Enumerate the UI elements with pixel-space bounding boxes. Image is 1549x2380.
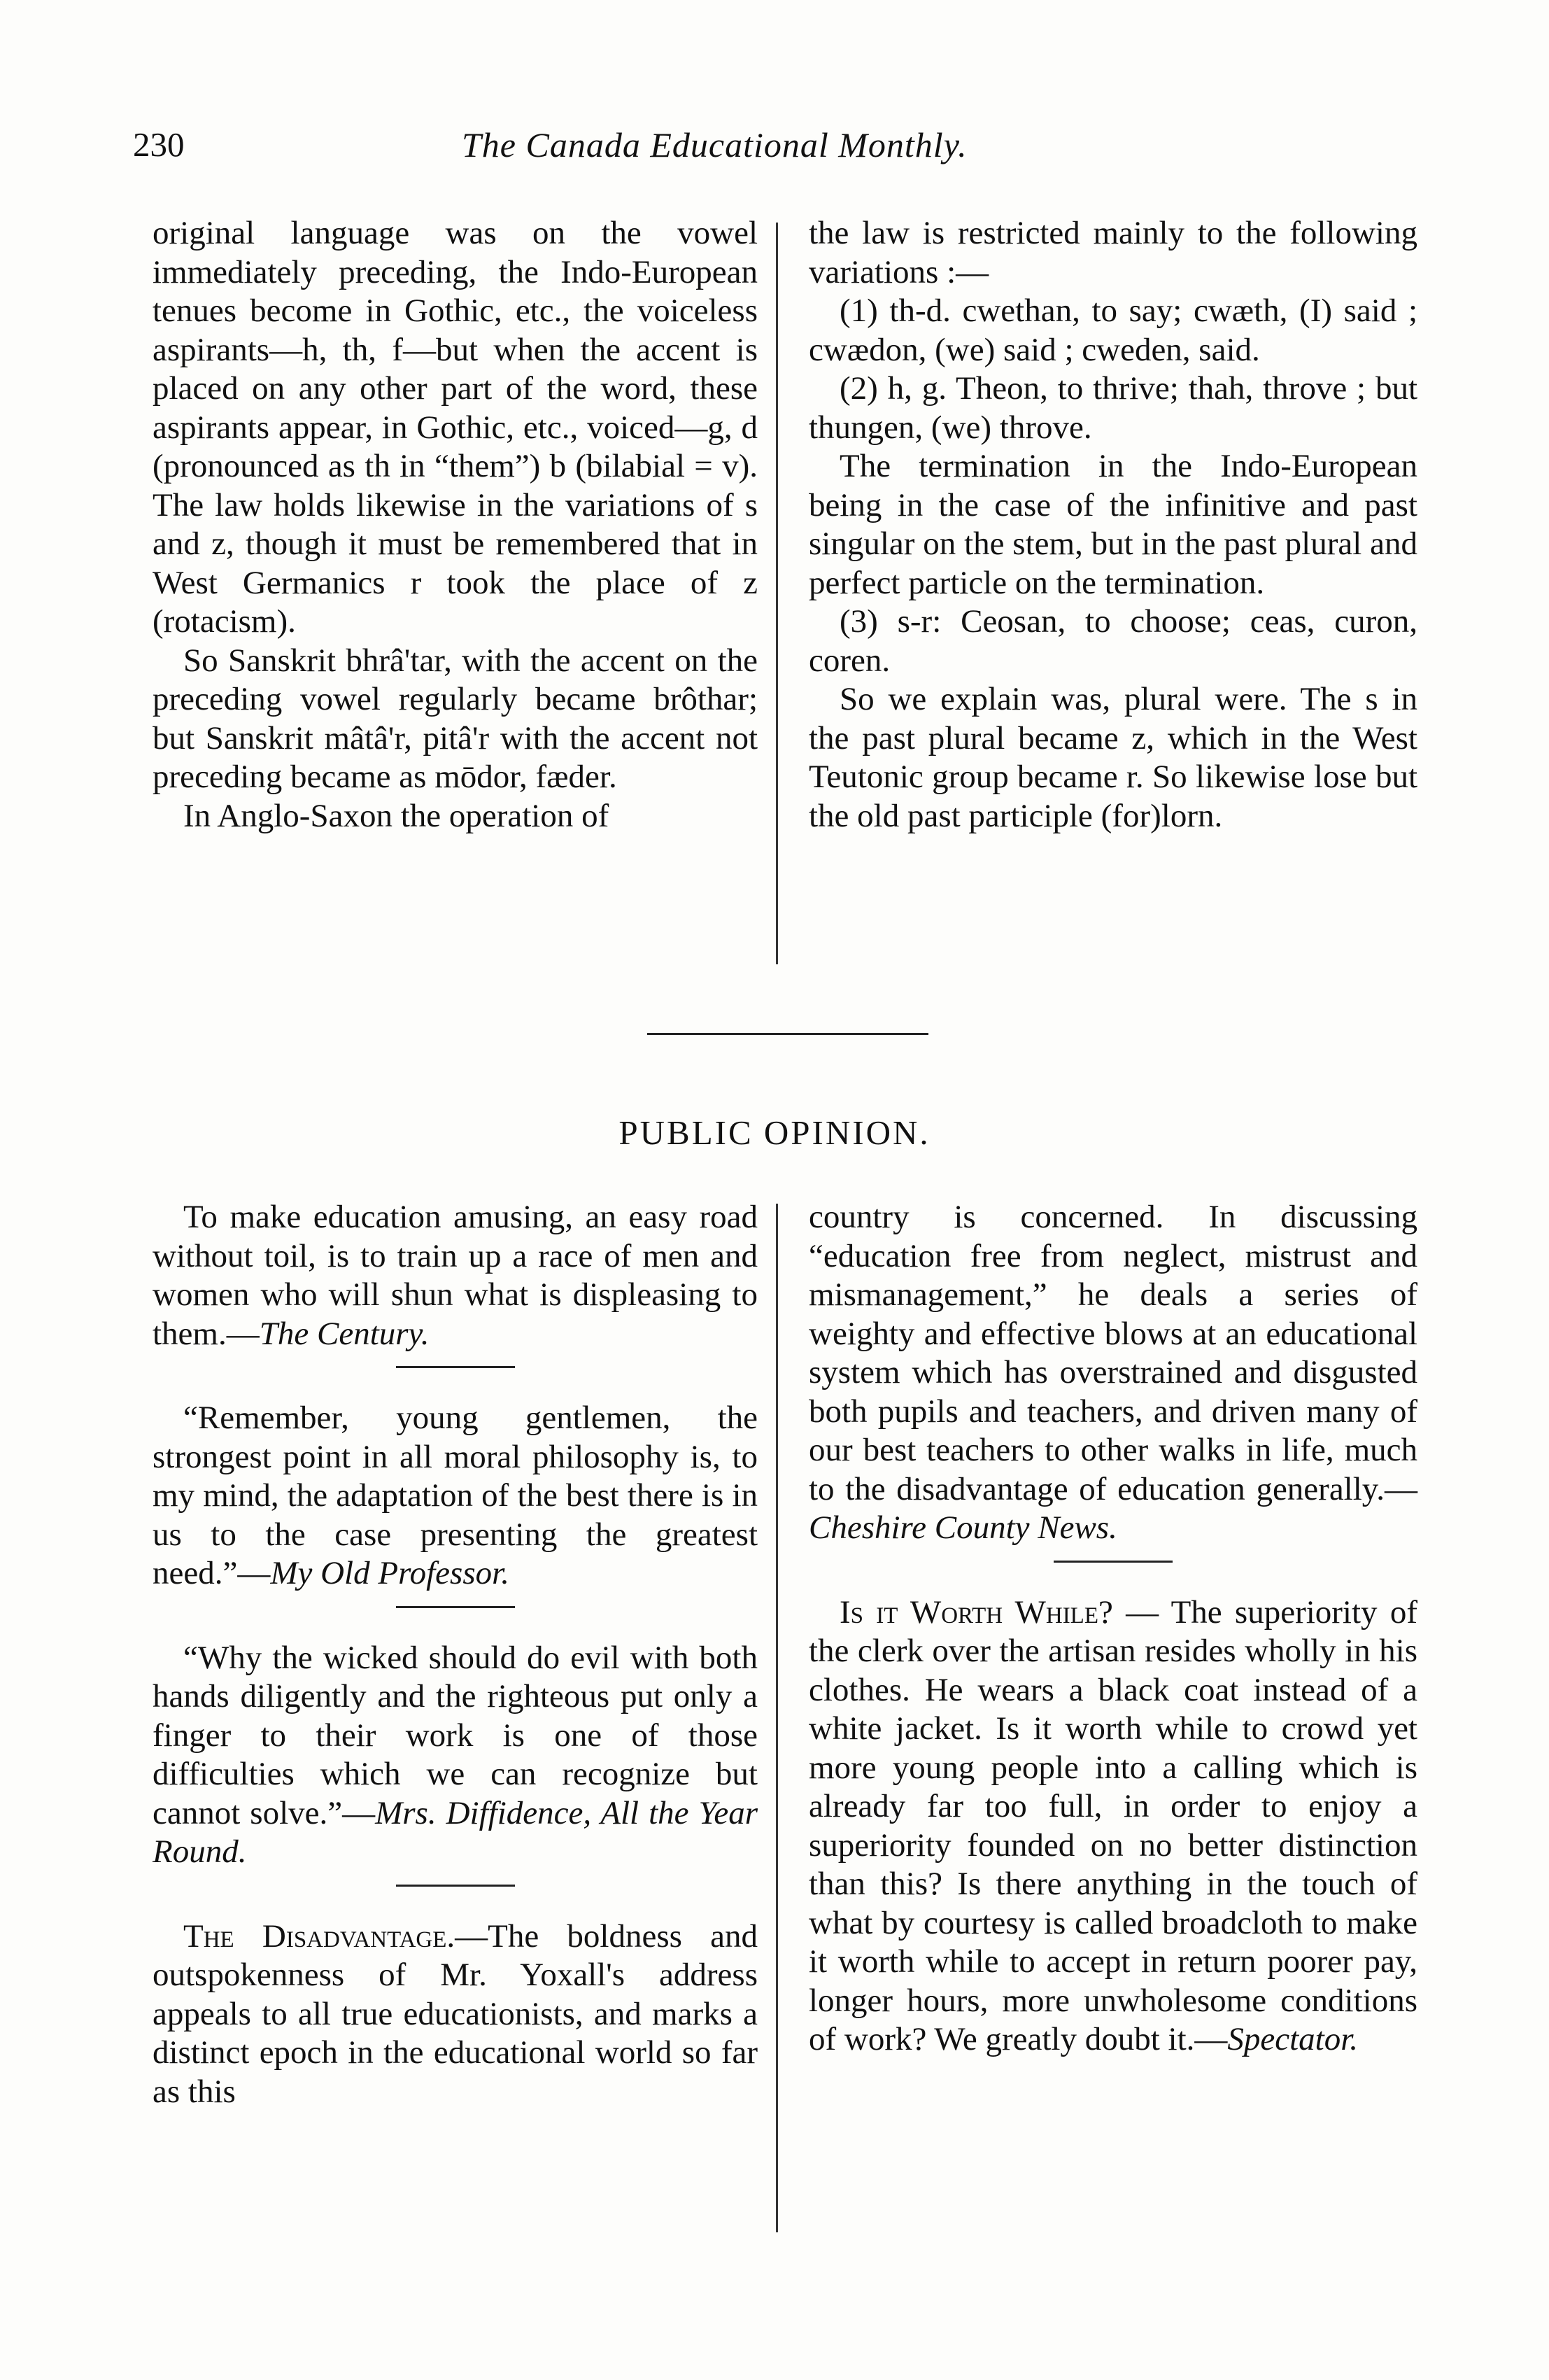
public-opinion-right-column bbox=[809, 1198, 1417, 2059]
quote-source: My Old Professor. bbox=[270, 1555, 509, 1591]
quote-text: “Remember, young gentlemen, the strongest point in all moral philosophy is, to my mind, the adaptation of the best there is in us to the case presenting the greatest need.”— bbox=[153, 1400, 758, 1591]
quote-item bbox=[809, 1593, 1417, 2059]
paragraph: the law is restricted mainly to the following variations :— bbox=[809, 215, 1417, 290]
section-rule bbox=[647, 1033, 928, 1035]
paragraph: So Sanskrit bhrâ'tar, with the accent on the preceding vowel regularly became brôthar; but Sanskrit mâtâ'r, pitâ'r with the accent not preceding became as mōdor, fæder. bbox=[153, 642, 758, 795]
paragraph: The termination in the Indo-European being in the case of the infinitive and past singular on the stem, but in the past plural and perfect particle on the termination. bbox=[809, 448, 1417, 601]
quote-source: Mrs. Diffidence, All the Year Round. bbox=[153, 1794, 758, 1870]
quote-text: —The boldness and outspokenness of Mr. Yoxall's address appeals to all true educationists, and marks a distinct epoch in the educational world so far as this bbox=[153, 1917, 758, 2110]
column-divider bbox=[776, 223, 778, 964]
item-divider bbox=[1054, 1561, 1173, 1563]
item-heading: The Disadvantage. bbox=[183, 1917, 455, 1955]
journal-title: The Canada Educational Monthly. bbox=[462, 125, 968, 164]
quote-text: country is concerned. In discussing “education free from neglect, mistrust and mismanagement,” he deals a series of weighty and effective blows at an educational system which has overstrained and disgusted both pupils and teachers, and driven many of our best teachers to other walks in life, much to the disadvantage of education generally.— bbox=[809, 1199, 1417, 1507]
paragraph: (2) h, g. Theon, to thrive; thah, throve ; but thungen, (we) throve. bbox=[809, 370, 1417, 446]
page-number: 230 bbox=[133, 125, 185, 164]
quote-item bbox=[153, 1639, 758, 1872]
quote-text: “Why the wicked should do evil with both hands diligently and the righteous put only a finger to their work is one of those difficulties which we can recognize but cannot solve.”— bbox=[153, 1639, 758, 1831]
quote-item bbox=[153, 1917, 758, 2112]
quote-source: Cheshire County News. bbox=[809, 1509, 1117, 1546]
quote-source: The Century. bbox=[259, 1315, 430, 1352]
page-header bbox=[133, 125, 1168, 174]
item-divider bbox=[396, 1606, 515, 1608]
quote-text: — The superiority of the clerk over the artisan resides wholly in his clothes. He wears a black coat instead of a white jacket. Is it worth while to crowd yet more young people into a calling which is already far too full, in order to enjoy a superiority founded on no better distinction than this? Is there anything in the touch of what by courtesy is called broadcloth to make it worth while to accept in return poorer pay, longer hours, more unwholesome conditions of work? We greatly doubt it.— bbox=[809, 1593, 1417, 2057]
quote-item bbox=[809, 1198, 1417, 1548]
quote-source: Spectator. bbox=[1227, 2021, 1359, 2057]
section-title: PUBLIC OPINION. bbox=[618, 1113, 931, 1152]
paragraph: In Anglo-Saxon the operation of bbox=[183, 797, 609, 834]
paragraph: So we explain was, plural were. The s in the past plural became z, which in the West Teutonic group became r. So likewise lose but the old past participle (for)lorn. bbox=[809, 681, 1417, 834]
item-divider bbox=[396, 1885, 515, 1887]
item-divider bbox=[396, 1366, 515, 1368]
paragraph: (1) th-d. cwethan, to say; cwæth, (I) said ; cwædon, (we) said ; cweden, said. bbox=[809, 293, 1417, 368]
quote-text: To make education amusing, an easy road without toil, is to train up a race of men and women who will shun what is displeasing to them.— bbox=[153, 1199, 758, 1352]
paragraph: original language was on the vowel immediately preceding, the Indo-European tenues become in Gothic, etc., the voiceless aspirants—h, th, f—but when the accent is placed on any other part of the word, these aspirants appear, in Gothic, etc., voiced—g, d (pronounced as th in “them”) b (bilabial = v). The law holds likewise in the variations of s and z, though it must be remembered that in West Germanics r took the place of z (rotacism). bbox=[153, 215, 758, 640]
quote-item bbox=[153, 1198, 758, 1353]
column-divider bbox=[776, 1204, 778, 2232]
public-opinion-left-column bbox=[153, 1198, 758, 2111]
top-left-column bbox=[153, 214, 758, 836]
top-right-column bbox=[809, 214, 1417, 836]
paragraph: (3) s-r: Ceosan, to choose; ceas, curon, coren. bbox=[809, 603, 1417, 679]
quote-item bbox=[153, 1399, 758, 1593]
item-heading: Is it Worth While? bbox=[840, 1593, 1113, 1631]
